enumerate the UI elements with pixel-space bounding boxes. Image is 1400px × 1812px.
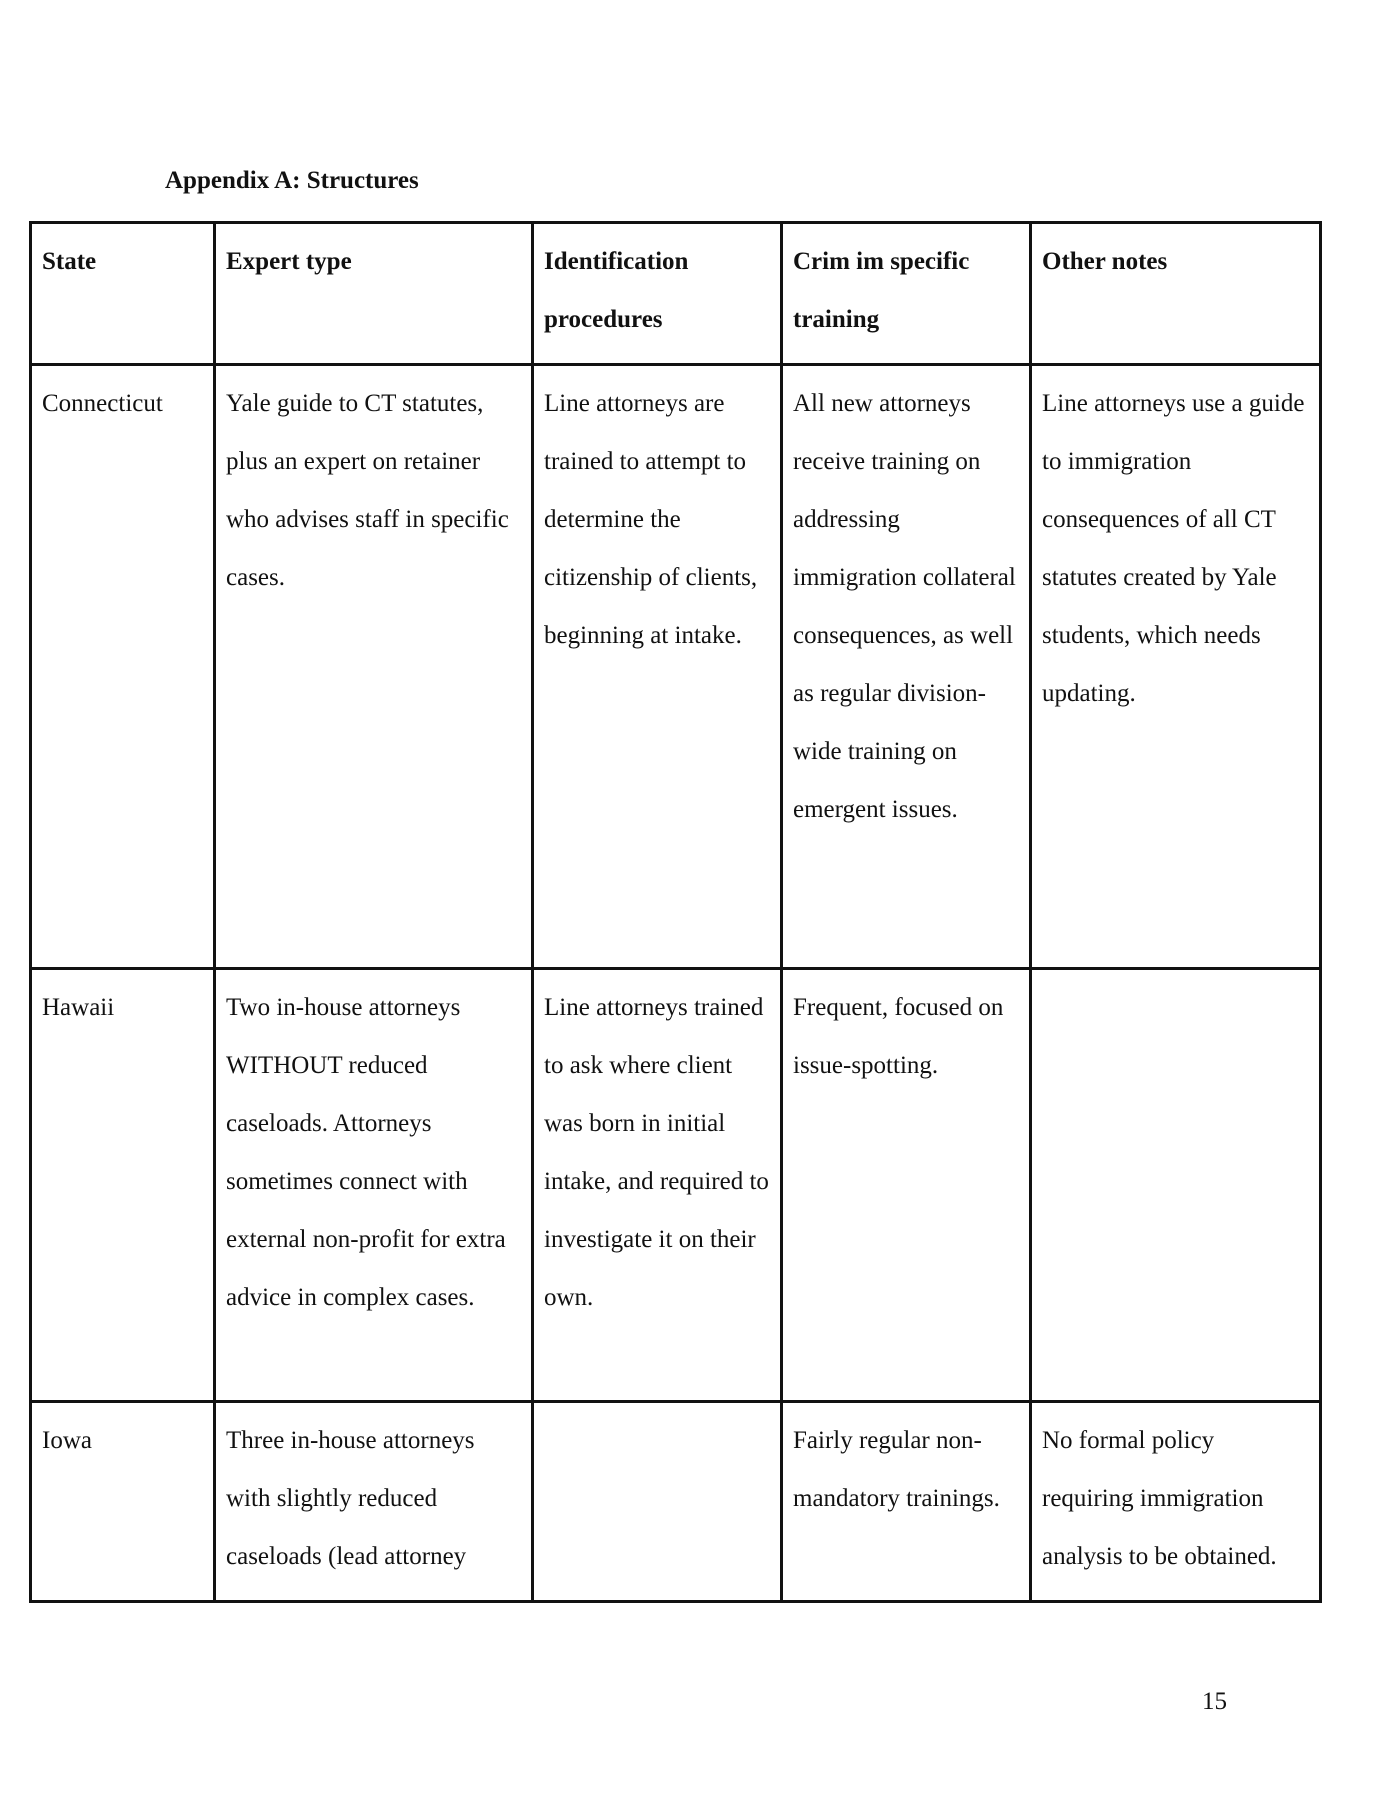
cell-identification [533,1402,782,1602]
table-header-row [31,223,1321,365]
table-row [31,365,1321,969]
table-row [31,1402,1321,1602]
cell-state: Hawaii [31,969,215,1402]
header-other-notes: Other notes [1031,223,1321,365]
header-state: State [31,223,215,365]
cell-state: Connecticut [31,365,215,969]
cell-identification: Line attorneys are trained to attempt to determine the citizenship of clients, beginning at intake. [533,365,782,969]
cell-state: Iowa [31,1402,215,1602]
cell-expert-type: Three in-house attorneys with slightly reduced caseloads (lead attorney [215,1402,533,1602]
cell-notes: Line attorneys use a guide to immigration consequences of all CT statutes created by Yale students, which needs updating. [1031,365,1321,969]
cell-expert-type: Yale guide to CT statutes, plus an expert on retainer who advises staff in specific cases. [215,365,533,969]
cell-identification: Line attorneys trained to ask where client was born in initial intake, and required to investigate it on their own. [533,969,782,1402]
cell-training: Frequent, focused on issue-spotting. [782,969,1031,1402]
structures-table [29,221,1322,1603]
cell-expert-type: Two in-house attorneys WITHOUT reduced caseloads. Attorneys sometimes connect with external non-profit for extra advice in complex cases. [215,969,533,1402]
cell-notes [1031,969,1321,1402]
header-crim-im-training: Crim im specific training [782,223,1031,365]
page-number: 15 [1202,1688,1227,1715]
header-expert-type: Expert type [215,223,533,365]
cell-notes: No formal policy requiring immigration analysis to be obtained. [1031,1402,1321,1602]
cell-training: All new attorneys receive training on addressing immigration collateral consequences, as well as regular division-wide training on emergent issues. [782,365,1031,969]
cell-training: Fairly regular non-mandatory trainings. [782,1402,1031,1602]
table-row [31,969,1321,1402]
header-identification-procedures: Identification procedures [533,223,782,365]
appendix-heading: Appendix A: Structures [165,167,419,194]
